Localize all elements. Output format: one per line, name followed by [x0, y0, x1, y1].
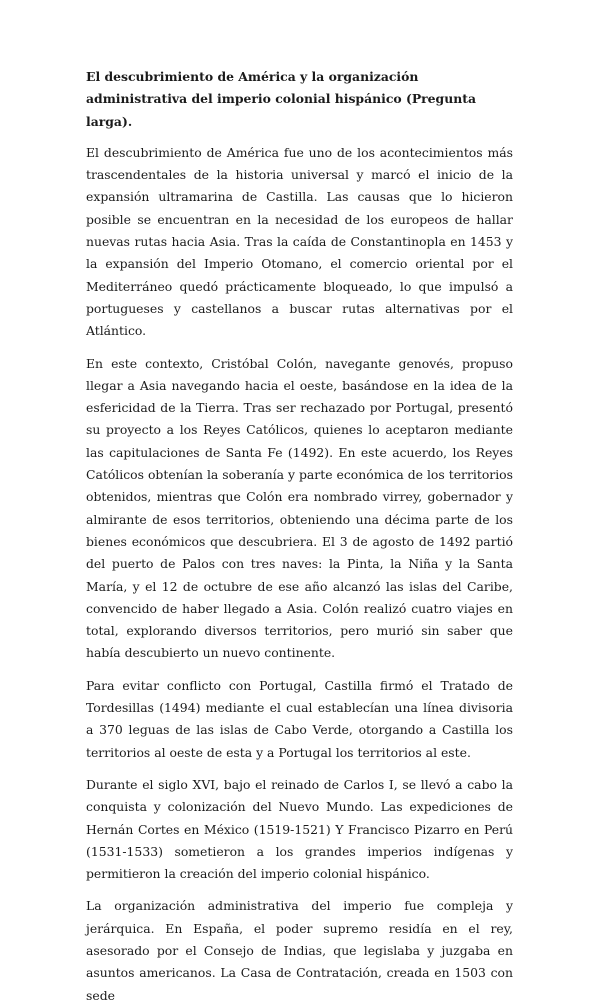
- paragraph-columbus: En este contexto, Cristóbal Colón, navegante genovés, propuso llegar a Asia navegando hacia el oeste, basándose en la idea de la esfericidad de la Tierra. Tras ser rechazado por Portugal, presentó su proyecto a los Reyes Católicos, quienes lo aceptaron mediante las capitulaciones de Santa Fe (1492). En este acuerdo, los Reyes Católicos obtenían la soberanía y parte económica de los territorios obtenidos, mientras que Colón era nombrado virrey, gobernador y almirante de esos territorios, obteniendo una décima parte de los bienes económicos que descubriera. El 3 de agosto de 1492 partió del puerto de Palos con tres naves: la Pinta, la Niña y la Santa María, y el 12 de octubre de ese año alcanzó las islas del Caribe, convencido de haber llegado a Asia. Colón realizó cuatro viajes en total, explorando diversos territorios, pero murió sin saber que había descubierto un nuevo continente.: [86, 355, 513, 661]
- paragraph-administration: La organización administrativa del imperio fue compleja y jerárquica. En España, el poder supremo residía en el rey, asesorado por el Consejo de Indias, que legislaba y juzgaba en asuntos americanos. La Casa de Contratación, creada en 1503 con sede: [86, 898, 513, 1003]
- paragraph-conquest: Durante el siglo XVI, bajo el reinado de Carlos I, se llevó a cabo la conquista y colonización del Nuevo Mundo. Las expediciones de Hernán Cortes en México (1519-1521) Y Francisco Pizarro en Perú (1531-1533) sometieron a los grandes imperios indígenas y permitieron la creación del imperio colonial hispánico.: [86, 776, 513, 882]
- paragraph-tordesillas: Para evitar conflicto con Portugal, Castilla firmó el Tratado de Tordesillas (1494) mediante el cual establecían una línea divisoria a 370 leguas de las islas de Cabo Verde, otorgando a Castilla los territorios al oeste de esta y a Portugal los territorios al este.: [86, 677, 513, 760]
- document-title: El descubrimiento de América y la organización administrativa del imperio colonial hispánico (Pregunta larga).: [86, 69, 476, 129]
- paragraph-discovery-causes: El descubrimiento de América fue uno de los acontecimientos más trascendentales de la historia universal y marcó el inicio de la expansión ultramarina de Castilla. Las causas que lo hicieron posible se encuentran en la necesidad de los europeos de hallar nuevas rutas hacia Asia. Tras la caída de Constantinopla en 1453 y la expansión del Imperio Otomano, el comercio oriental por el Mediterráneo quedó prácticamente bloqueado, lo que impulsó a portugueses y castellanos a buscar rutas alternativas por el Atlántico.: [86, 144, 513, 339]
